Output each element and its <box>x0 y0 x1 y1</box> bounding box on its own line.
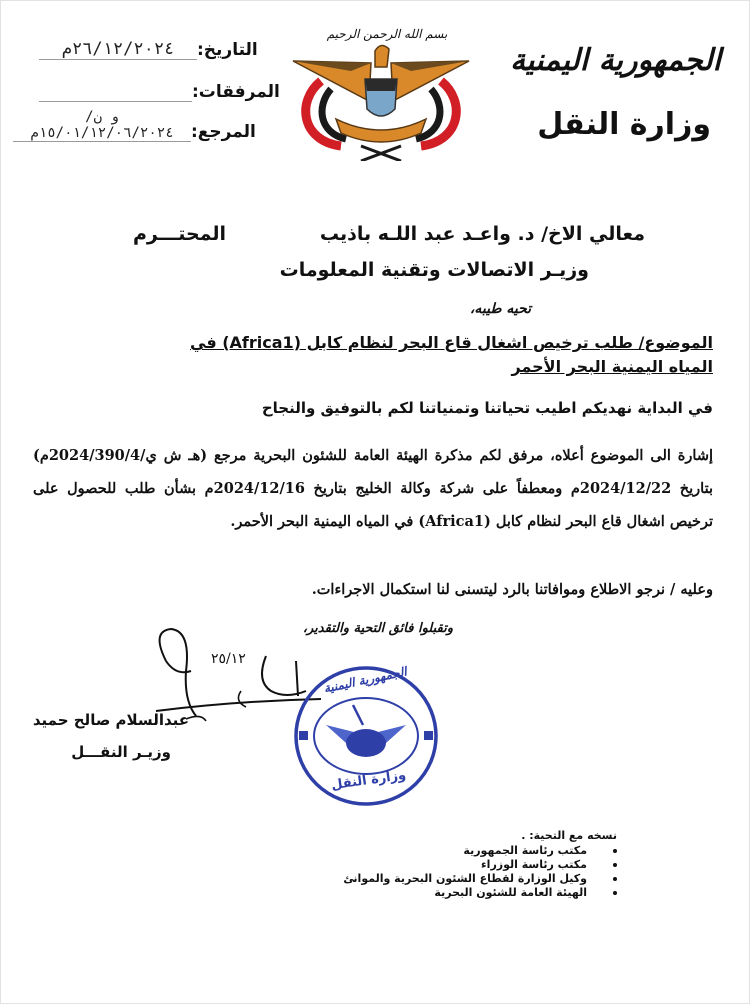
cc-list <box>343 829 617 900</box>
honorific: المحتـــرم <box>133 223 227 245</box>
cc-item: مكتب رئاسة الوزراء <box>343 858 617 872</box>
attachments-field <box>39 81 280 102</box>
attachments-value <box>39 81 192 102</box>
opening-line: في البداية نهديكم اطيب تحياتنا وتمنياتنا لكم بالتوفيق والنجاح <box>261 399 713 417</box>
reference-value: و ن/١٥/٠١/١٢/٠٦/٢٠٢٤م <box>13 109 191 142</box>
bismillah: بسم الله الرحمن الرحيم <box>326 27 448 41</box>
addressee: معالي الاخ/ د. واعـد عبد اللـه باذيب <box>319 223 645 245</box>
cc-item: مكتب رئاسة الجمهورية <box>343 844 617 858</box>
bullet-icon <box>613 891 617 895</box>
subject-line-1: الموضوع/ طلب ترخيص اشغال قاع البحر لنظام كابل (Africa1) في <box>190 333 713 352</box>
date-value: ٢٦/١٢/٢٠٢٤م <box>39 39 197 60</box>
date-field <box>39 39 258 60</box>
handwritten-date: ٢٥/١٢ <box>211 651 246 667</box>
cc-item: وكيل الوزارة لقطاع الشئون البحرية والموانئ <box>343 872 617 886</box>
ministry-name: وزارة النقل <box>537 107 711 142</box>
country-name: الجمهورية اليمنية <box>510 43 721 78</box>
reference-field <box>13 109 256 142</box>
date-label: التاريخ: <box>197 40 258 60</box>
signatory-name: عبدالسلام صالح حميد <box>32 711 189 729</box>
greeting: تحيه طيبه، <box>469 301 531 317</box>
stamp-bottom-text: وزارة النقل <box>330 767 407 794</box>
bullet-icon <box>613 849 617 853</box>
cc-item: الهيئة العامة للشئون البحرية <box>343 886 617 900</box>
cc-title: نسخه مع التحية: . <box>521 829 617 842</box>
signatory-title: وزيـر النقـــل <box>71 743 171 761</box>
subject <box>153 331 713 379</box>
closing-regards: وتقبلوا فائق التحية والتقدير، <box>302 621 453 636</box>
request-line: وعليه / نرجو الاطلاع وموافاتنا بالرد ليتسنى لنا استكمال الاجراءات. <box>311 581 713 598</box>
yemen-emblem-icon <box>291 41 471 161</box>
stamp-top-text: الجمهورية اليمنية <box>322 664 408 696</box>
recipient-title: وزيـر الاتصالات وتقنية المعلومات <box>279 259 589 281</box>
body-paragraph: إشارة الى الموضوع أعلاه، مرفق لكم مذكرة الهيئة العامة للشئون البحرية مرجع (هـ ش ي/2024/390/4م) بتاريخ 2024/12/22م ومعطفاً على شركة وكالة الخليج بتاريخ 2024/12/16م بشأن طلب للحصول على ترخيص اشغال قاع البحر لنظام كابل (Africa1) في المياه اليمنية البحر الأحمر. <box>33 447 713 530</box>
bullet-icon <box>613 863 617 867</box>
reference-label: المرجع: <box>191 122 256 142</box>
bullet-icon <box>613 877 617 881</box>
subject-line-2: المياه اليمنية البحر الأحمر <box>511 357 713 376</box>
attachments-label: المرفقات: <box>192 82 280 102</box>
